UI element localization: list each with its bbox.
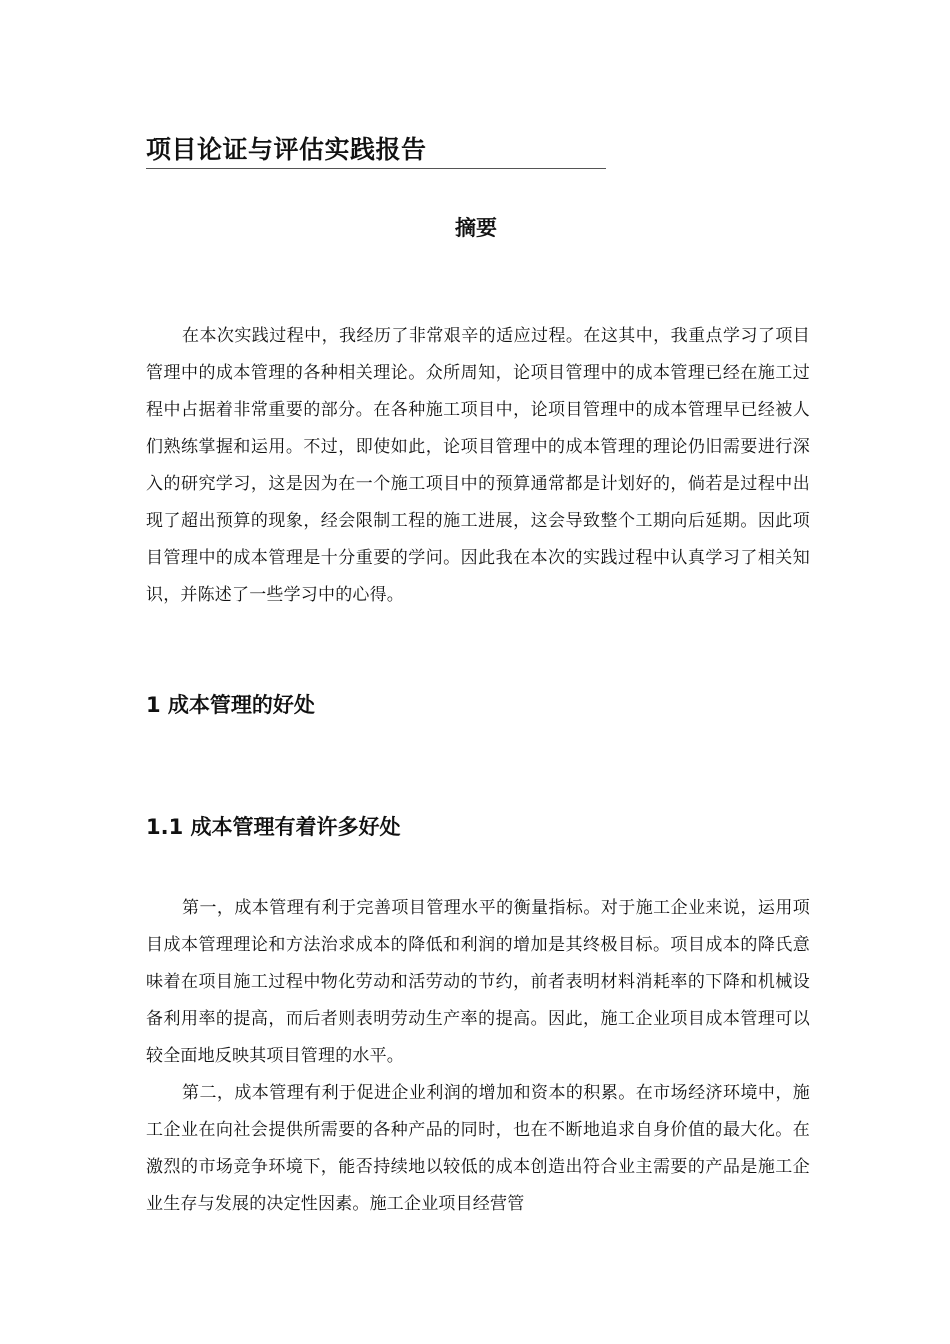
section-1-1-heading: 1.1 成本管理有着许多好处	[146, 815, 401, 839]
body-paragraph-first: 第一，成本管理有利于完善项目管理水平的衡量指标。对于施工企业来说，运用项目成本管理理论和方法治求成本的降低和利润的增加是其终极目标。项目成本的降氏意味着在项目施工过程中物化劳动和活劳动的节约，前者表明材料消耗率的下降和机械设备利用率的提高，而后者则表明劳动生产率的提高。因此，施工企业项目成本管理可以较全面地反映其项目管理的水平。	[146, 898, 810, 1066]
body-paragraph-second: 第二，成本管理有利于促进企业利润的增加和资本的积累。在市场经济环境中，施工企业在向社会提供所需要的各种产品的同时，也在不断地追求自身价值的最大化。在激烈的市场竞争环境下，能否持续地以较低的成本创造出符合业主需要的产品是施工企业生存与发展的决定性因素。施工企业项目经营管	[146, 1083, 810, 1214]
abstract-paragraph: 在本次实践过程中，我经历了非常艰辛的适应过程。在这其中，我重点学习了项目管理中的成本管理的各种相关理论。众所周知，论项目管理中的成本管理已经在施工过程中占据着非常重要的部分。在各种施工项目中，论项目管理中的成本管理早已经被人们熟练掌握和运用。不过，即使如此，论项目管理中的成本管理的理论仍旧需要进行深入的研究学习，这是因为在一个施工项目中的预算通常都是计划好的，倘若是过程中出现了超出预算的现象，经会限制工程的施工进展，这会导致整个工期向后延期。因此项目管理中的成本管理是十分重要的学问。因此我在本次的实践过程中认真学习了相关知识，并陈述了一些学习中的心得。	[146, 326, 810, 605]
abstract-heading: 摘要	[455, 216, 497, 240]
document-title: 项目论证与评估实践报告	[146, 134, 606, 169]
section-1-heading: 1 成本管理的好处	[146, 693, 315, 717]
